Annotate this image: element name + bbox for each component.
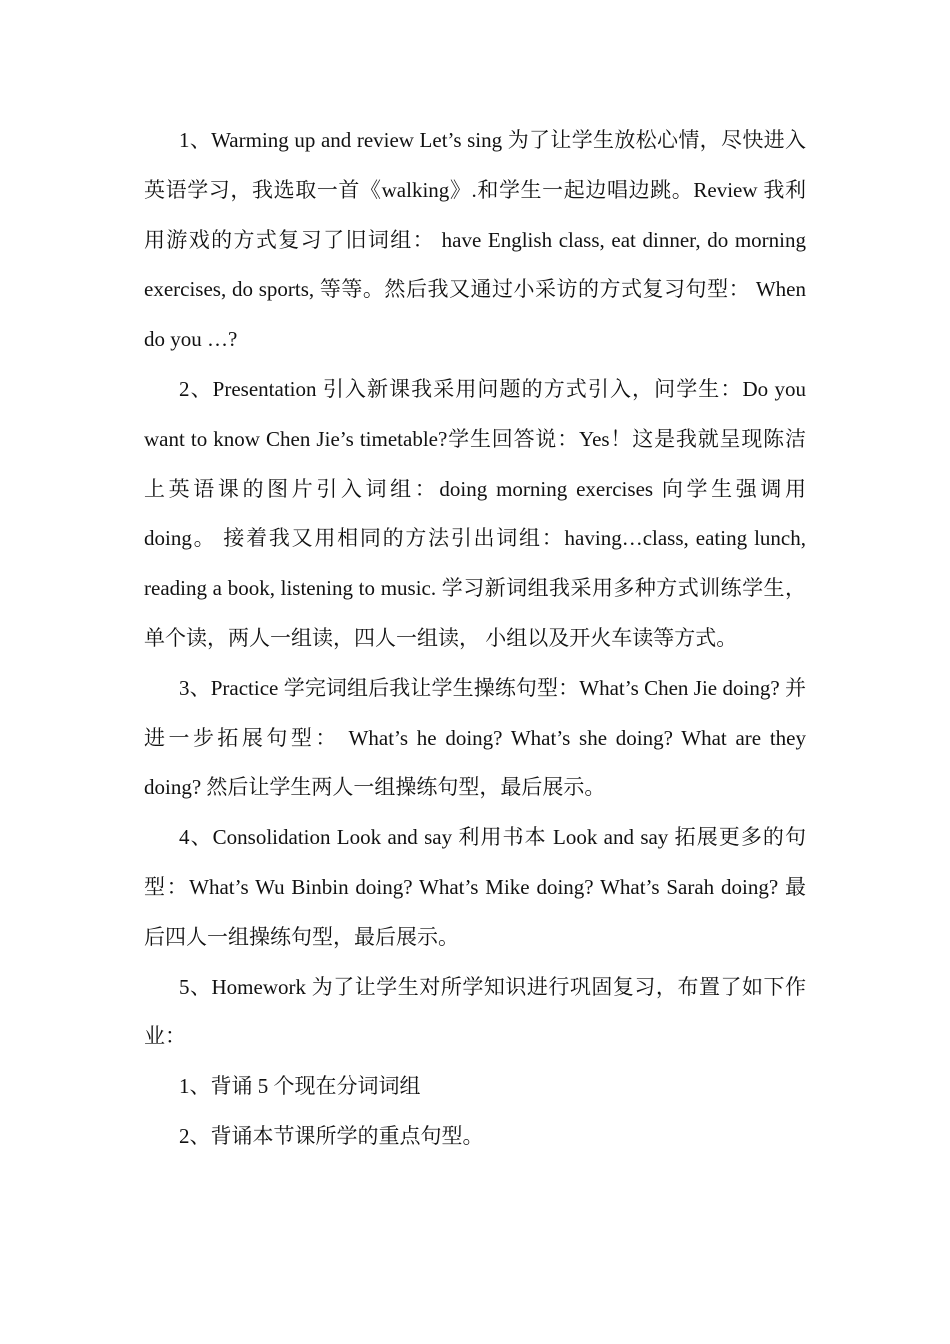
paragraph-homework: 5、Homework 为了让学生对所学知识进行巩固复习，布置了如下作业： — [144, 974, 806, 1049]
paragraph-warming-up: 1、Warming up and review Let’s sing 为了让学生放松心情，尽快进入英语学习，我选取一首《walking》.和学生一起边唱边跳。Review 我利用游戏的方式复习了旧词组： have English class, eat dinner, do morning exercises, do sports, 等等。然后我又通过小采访的方式复习句型： When do you …? — [144, 128, 806, 352]
document-body — [144, 116, 806, 1162]
homework-item-2: 2、背诵本节课所学的重点句型。 — [179, 1123, 484, 1148]
paragraph-consolidation: 4、Consolidation Look and say 利用书本 Look and say 拓展更多的句型：What’s Wu Binbin doing? What’s Mike doing? What’s Sarah doing? 最后四人一组操练句型，最后展示。 — [144, 825, 806, 949]
paragraph-presentation: 2、Presentation 引入新课我采用问题的方式引入，问学生：Do you want to know Chen Jie’s timetable?学生回答说：Yes！这是我就呈现陈洁上英语课的图片引入词组：doing morning exercises 向学生强调用 doing。 接着我又用相同的方法引出词组：having…class, eating lunch, reading a book, listening to music. 学习新词组我采用多种方式训练学生，单个读，两人一组读，四人一组读， 小组以及开火车读等方式。 — [144, 376, 806, 650]
paragraph-practice: 3、Practice 学完词组后我让学生操练句型：What’s Chen Jie doing? 并进一步拓展句型： What’s he doing? What’s she doing? What are they doing? 然后让学生两人一组操练句型，最后展示。 — [144, 675, 806, 800]
homework-item-1: 1、背诵 5 个现在分词词组 — [179, 1074, 421, 1099]
